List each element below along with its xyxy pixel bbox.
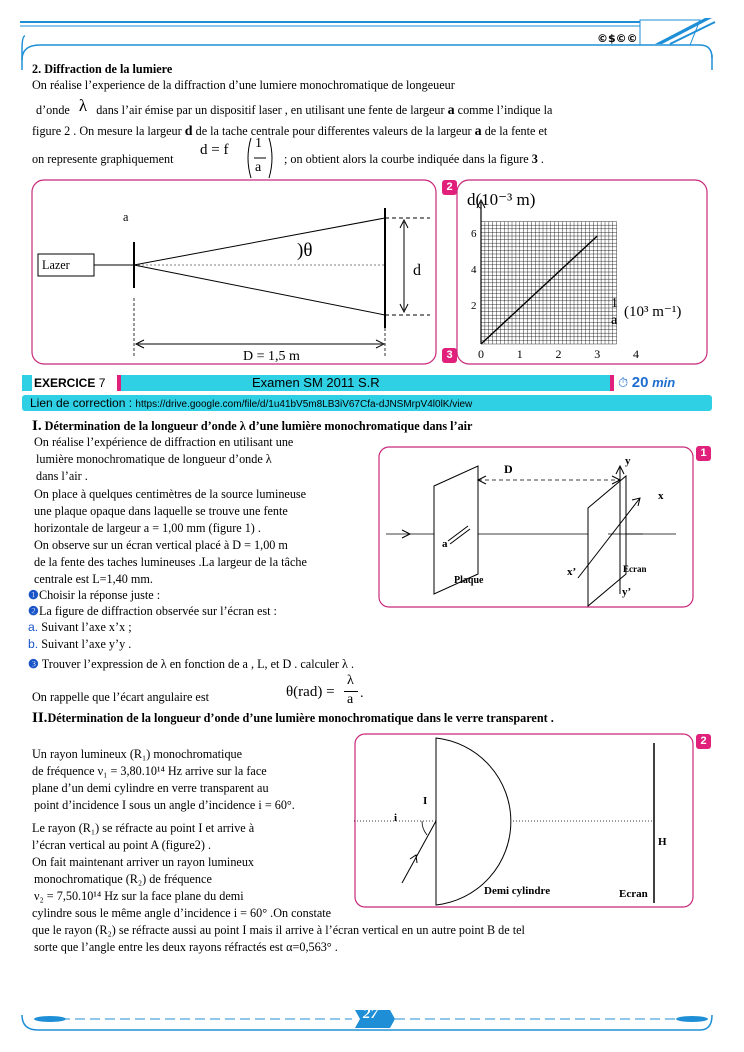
fig2-d: d [413,262,421,279]
figure-badge-2b: 2 [696,734,711,749]
exercise-source: Examen SM 2011 S.R [252,375,380,390]
text-line: plane d’un demi cylindre en verre transparent au [32,781,269,795]
exercise-label: EXERCICE 7 [34,376,106,390]
text-line: point d’incidence I sous un angle d’incidence i = 60°. [34,798,295,812]
cc-badge: ©$©© [597,32,638,45]
text-line: On réalise l’expérience de diffraction en utilisant une [34,435,294,449]
text-line: Un rayon lumineux (R₁) monochromatique [32,747,243,761]
frac-den: a [255,160,262,175]
page-number: 27 [363,1006,378,1022]
text-line: cylindre sous le même angle d’incidence i = 60° .On constate [32,906,332,920]
rappel-text: On rappelle que l’écart angulaire est [32,690,209,704]
chart-x-tick: 1 [516,347,523,361]
frac-num: 1 [255,136,262,151]
rappel-period: . [360,686,364,701]
rappel-den: a [347,692,354,707]
text-line: dans l’air . [36,469,88,483]
fig1-x: x [658,490,664,502]
text-line: d’onde λ dans l’air émise par un dispositif laser , en utilisant une fente de largeur a comme l’indique la [36,96,553,118]
figure-1-setup [378,446,694,608]
chart-x-tick: 2 [555,347,562,361]
text-line: On réalise l’experience de la diffraction d’une lumiere monochromatique de longeueur [32,78,455,92]
text-line: que le rayon (R₂) se réfracte aussi au point I mais il arrive à l’écran vertical en un autre point B de tel [32,923,525,937]
option-b: b. Suivant l’axe y’y . [28,637,132,651]
chart-x-tick: 3 [594,347,601,361]
figure-badge-2: 2 [442,180,457,195]
figure-demi-cylindre [354,733,694,908]
figure-badge-3: 3 [442,348,457,363]
chart-x-label-num: 1 [611,296,618,311]
fig2-label-a: a [123,210,129,224]
fig-ii-ecran: Ecran [619,888,648,900]
fig1-yp: y’ [622,586,632,598]
option-a: a. Suivant l’axe x’x ; [28,620,132,634]
exercise-accent [117,375,121,391]
text-line: centrale est L=1,40 mm. [34,572,153,586]
text-line: monochromatique (R₂) de fréquence [34,872,212,886]
fig2-laser: Lazer [42,258,70,272]
text-line: Le rayon (R₁) se réfracte au point I et arrive à [32,821,255,835]
text-line: On fait maintenant arriver un rayon lumineux [32,855,255,869]
fig1-a: a [442,538,448,550]
text-line: l’écran vertical au point A (figure2) . [32,838,212,852]
text-line: une plaque opaque dans laquelle se trouve une fente [34,504,288,518]
text-line: ν₂ = 7,50.10¹⁴ Hz sur la face plane du demi [34,889,244,903]
time-indicator: ⏱ 20 min [618,374,676,391]
chart-x-label-den: a [611,313,618,328]
text-line: sorte que l’angle entre les deux rayons réfractés est α=0,563° . [34,940,338,954]
rappel-formula: θ(rad) = [286,684,335,700]
figure-2-laser [30,178,440,368]
rappel-num: λ [347,673,354,688]
fig1-plaque: Plaque [454,575,484,586]
chart-y-tick: 2 [471,300,477,312]
figure-badge-1: 1 [696,446,711,461]
question-2: ❷La figure de diffraction observée sur l’écran est : [28,604,277,618]
part-ii-title: II.Détermination de la longueur d’onde d’une lumière monochromatique dans le verre transparent . [32,710,554,726]
text-line: figure 2 . On mesure la largeur d de la tache centrale pour differentes valeurs de la largeur a de la fente et [32,124,548,139]
chart-y-tick: 6 [471,228,477,240]
fig1-ecran: Ecran [623,564,647,574]
fig1-D: D [504,462,513,476]
text-line: horizontale de largeur a = 1,00 mm (figure 1) . [34,521,261,535]
fig-ii-demi: Demi cylindre [484,885,551,897]
question-1: ❶Choisir la réponse juste : [28,588,161,602]
section-title: 2. Diffraction de la lumiere [32,62,173,76]
chart-y-tick: 4 [471,264,477,276]
correction-link[interactable]: Lien de correction : https://drive.google.com/file/d/1u41bV5m8LB3iV67Cfa-dJNSMrpV4l0lK/view [30,396,473,410]
chart-x-unit: (10³ m⁻¹) [624,304,682,320]
fig-ii-I: I [423,795,428,807]
chart-y-label: d(10⁻³ m) [467,190,536,209]
chart-x-tick: 4 [633,347,639,361]
text-line: de la fente des taches lumineuses .La largeur de la tâche [34,555,307,569]
text-line: on represente graphiquement [32,152,174,166]
formula-d-f: d = f [200,142,229,158]
question-3: ❸ Trouver l’expression de λ en fonction de a , L, et D . calculer λ . [28,657,355,671]
fig-ii-i: i [394,812,398,824]
fig2-theta: )θ [297,240,313,261]
fig2-D: D = 1,5 m [243,349,300,364]
part-i-title: I. Détermination de la longueur d’onde λ d’une lumière monochromatique dans l’air [32,418,473,434]
fig1-y: y [625,455,631,467]
fig-ii-H: H [658,836,667,848]
text-line: de fréquence ν₁ = 3,80.10¹⁴ Hz arrive sur la face [32,764,267,778]
chart-x-tick: 0 [478,347,484,361]
text-line: lumière monochromatique de longueur d’onde λ [36,452,272,466]
text-line: On observe sur un écran vertical placé à D = 1,00 m [34,538,288,552]
fig1-xp: x’ [567,566,577,578]
text-line: ; on obtient alors la courbe indiquée dans la figure 3 . [284,152,544,166]
text-line: On place à quelques centimètres de la source lumineuse [34,487,307,501]
clock-icon: ⏱ [618,375,629,390]
